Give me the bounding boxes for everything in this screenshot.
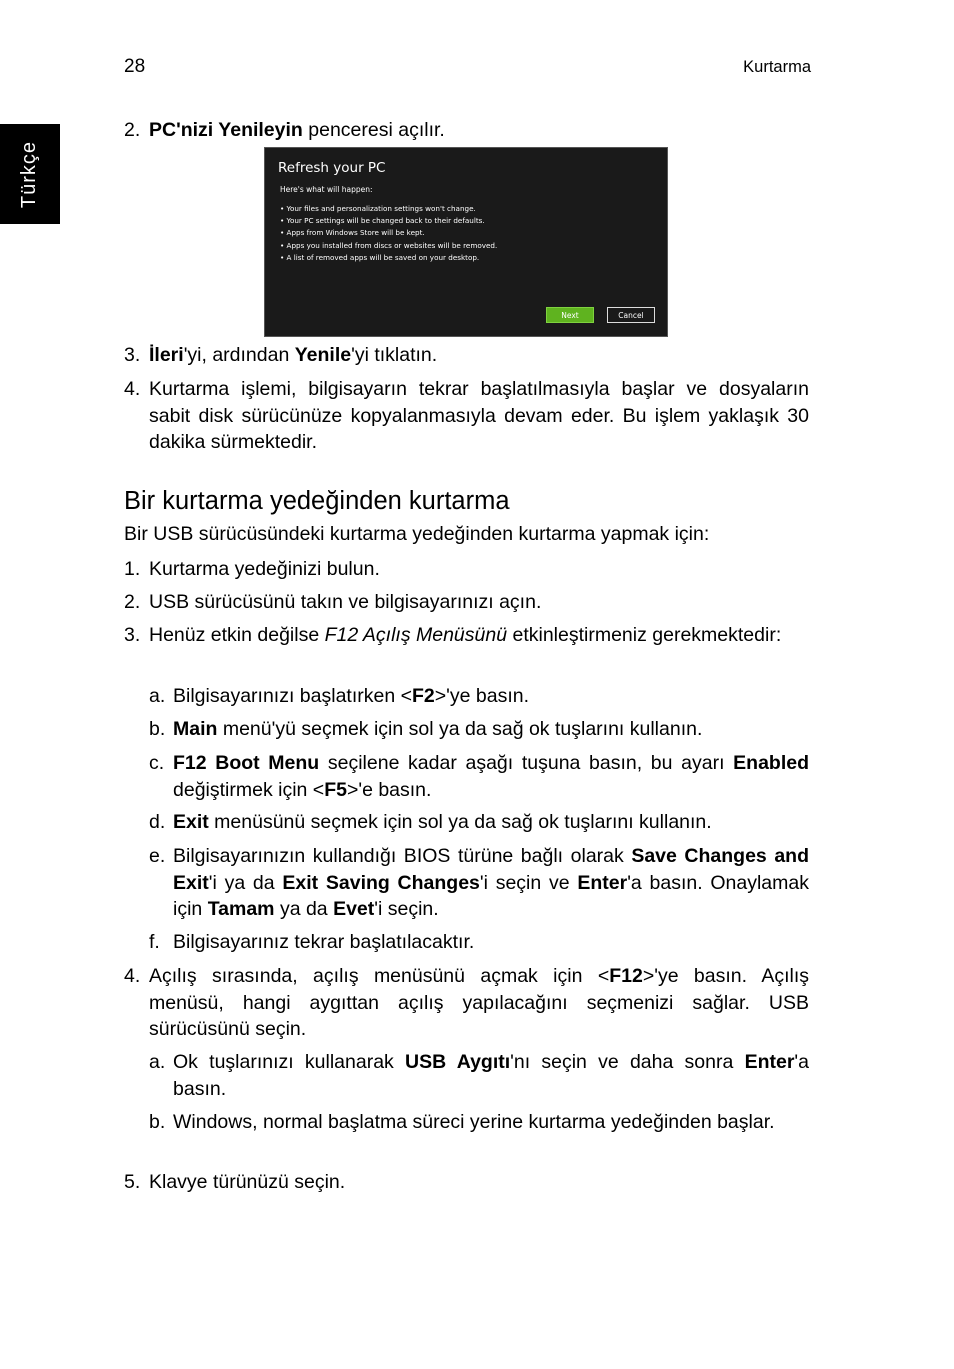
usb-step-1: 1. Kurtarma yedeğinizi bulun.	[124, 558, 380, 580]
next-button[interactable]: Next	[546, 307, 594, 323]
step-4: 4. Kurtarma işlemi, bilgisayarın tekrar başlatılmasıyla başlar ve dosyaların sabit disk sürücünüze kopyalanmasıyla devam eder. Bu işlem yaklaşık 30 dakika sürmektedir.	[124, 378, 809, 453]
dialog-subtitle: Here's what will happen:	[280, 185, 373, 194]
language-tab-label: Türkçe	[18, 140, 41, 208]
usb-step-3d: d. Exit menüsünü seçmek için sol ya da sağ ok tuşlarını kullanın.	[149, 811, 712, 833]
dialog-bullet: • Your files and personalization settings won't change.	[280, 204, 476, 213]
section-intro: Bir USB sürücüsündeki kurtarma yedeğinden kurtarma yapmak için:	[124, 523, 710, 545]
dialog-title: Refresh your PC	[278, 160, 386, 176]
usb-step-4: 4. Açılış sırasında, açılış menüsünü açmak için <F12>'ye basın. Açılış menüsü, hangi aygıttan açılış yapılacağını seçmenizi sağlar. USB sürücüsünü seçin.	[124, 965, 810, 1040]
usb-step-3a: a. Bilgisayarınızı başlatırken <F2>'ye basın.	[149, 685, 530, 707]
dialog-bullet-list	[280, 203, 497, 264]
dialog-bullet: • Apps from Windows Store will be kept.	[280, 228, 425, 238]
section-heading: Bir kurtarma yedeğinden kurtarma	[124, 487, 510, 515]
usb-step-3: 3. Henüz etkin değilse F12 Açılış Menüsünü etkinleştirmeniz gerekmektedir:	[124, 624, 782, 646]
step-2: 2. PC'nizi Yenileyin penceresi açılır.	[124, 119, 445, 141]
usb-step-4a: a. Ok tuşlarınızı kullanarak USB Aygıtı'nı seçin ve daha sonra Enter'a basın.	[149, 1051, 809, 1100]
usb-step-3c: c. F12 Boot Menu seçilene kadar aşağı tuşuna basın, bu ayarı Enabled değiştirmek için <F5>'e basın.	[149, 752, 810, 801]
dialog-bullet: • Apps you installed from discs or websites will be removed.	[280, 240, 498, 250]
usb-step-2: 2. USB sürücüsünü takın ve bilgisayarınızı açın.	[124, 591, 542, 613]
page-number: 28	[124, 56, 146, 77]
language-side-tab	[0, 124, 60, 224]
usb-step-3f: f. Bilgisayarınız tekrar başlatılacaktır.	[149, 931, 475, 953]
usb-step-5: 5. Klavye türünüzü seçin.	[124, 1171, 346, 1193]
refresh-pc-screenshot	[264, 147, 668, 337]
usb-step-4b: b. Windows, normal başlatma süreci yerine kurtarma yedeğinden başlar.	[149, 1111, 775, 1133]
dialog-bullet: • Your PC settings will be changed back to their defaults.	[280, 216, 485, 226]
usb-step-3b: b. Main menü'yü seçmek için sol ya da sağ ok tuşlarını kullanın.	[149, 718, 703, 740]
cancel-button[interactable]: Cancel	[607, 307, 655, 323]
running-head: Kurtarma	[743, 58, 811, 76]
usb-step-3e: e. Bilgisayarınızın kullandığı BIOS türüne bağlı olarak Save Changes and Exit'i ya da Exit Saving Changes'i seçin ve Enter'a basın. Onaylamak için Tamam ya da Evet'i seçin.	[149, 845, 809, 920]
dialog-bullet: • A list of removed apps will be saved on your desktop.	[280, 252, 480, 262]
step-3: 3. İleri'yi, ardından Yenile'yi tıklatın.	[124, 344, 438, 366]
